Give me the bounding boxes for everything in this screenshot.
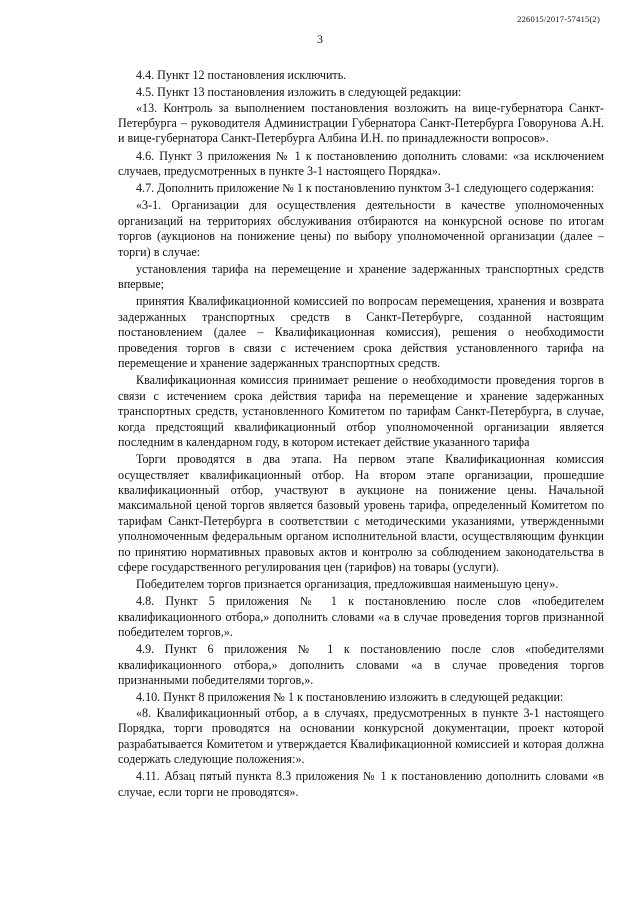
paragraph-4-7: 4.7. Дополнить приложение № 1 к постановлению пунктом 3-1 следующего содержания: — [136, 181, 595, 196]
paragraph-4-5: 4.5. Пункт 13 постановления изложить в следующей редакции: — [136, 85, 462, 100]
paragraph-winner: Победителем торгов признается организация, предложившая наименьшую цену». — [136, 577, 559, 592]
paragraph-4-11: 4.11. Абзац пятый пункта 8.3 приложения № 1 к постановлению дополнить словами «в случае, если торги не проводятся». — [118, 769, 604, 799]
paragraph-commission-decision: принятия Квалификационной комиссией по вопросам перемещения, хранения и возврата задержанных транспортных средств в Санкт-Петербурге, созданной настоящим постановлением (далее – Квалификационная комиссия), решения о необходимости проведения торгов в связи с истечением срока действия установленного тарифа на перемещение и хранение задержанных транспортных средств. — [118, 294, 604, 371]
document-body — [118, 68, 604, 802]
document-registration-number: 226015/2017-57415(2) — [517, 14, 600, 24]
page-number: 3 — [317, 32, 323, 46]
paragraph-4-4: 4.4. Пункт 12 постановления исключить. — [136, 68, 347, 82]
paragraph-tariff-first-time: установления тарифа на перемещение и хранение задержанных транспортных средств впервые; — [118, 261, 604, 292]
paragraph-3-1: «3-1. Организации для осуществления деятельности в качестве уполномоченных организаций на территориях обслуживания отбираются на конкурсной основе по итогам торгов (аукционов на понижение цены) по выбору уполномоченной организации (далее – торги) в случае: — [118, 198, 604, 259]
paragraph-commission-tariff-expiry: Квалификационная комиссия принимает решение о необходимости проведения торгов в связи с истечением срока действия тарифа на перемещение и хранение задержанных транспортных средств, установленного Комитетом по тарифам Санкт-Петербурга, в случае, когда предстоящий квалификационный отбор уполномоченной организации является последним в календарном году, в котором истекает действие указанного тарифа — [118, 373, 604, 449]
paragraph-4-8: 4.8. Пункт 5 приложения № 1 к постановлению после слов «победителем квалификационного отбора,» дополнить словами «а в случае проведения торгов признанной победителем торгов,». — [118, 594, 604, 640]
paragraph-4-10: 4.10. Пункт 8 приложения № 1 к постановлению изложить в следующей редакции: — [136, 690, 564, 705]
paragraph-8-text: «8. Квалификационный отбор, а в случаях, предусмотренных в пункте 3-1 настоящего Порядка, торги проводятся на основании конкурсной документации, проект которой разрабатывается Комитетом и утверждается Квалификационной комиссией и которая должна содержать следующие положения:». — [118, 705, 604, 767]
paragraph-4-9: 4.9. Пункт 6 приложения № 1 к постановлению после слов «победителями квалификационного отбора,» дополнить словами «а в случае проведения торгов признанными победителями торгов,». — [118, 642, 604, 688]
paragraph-two-stages: Торги проводятся в два этапа. На первом этапе Квалификационная комиссия осуществляет квалификационный отбор. На втором этапе организации, прошедшие квалификационный отбор, участвуют в аукционе на понижение цены. Начальной максимальной ценой торгов является базовый уровень тарифа, определенный Комитетом по тарифам Санкт-Петербурга в соответствии с методическими указаниями, утвержденными уполномоченным федеральным органом исполнительной власти, осуществляющим функции по принятию нормативных правовых актов и контролю за соблюдением законодательства в сфере государственного регулирования цен (тарифов) на товары (услуги). — [118, 452, 604, 574]
paragraph-13-text: «13. Контроль за выполнением постановления возложить на вице-губернатора Санкт-Петербурга – руководителя Администрации Губернатора Санкт-Петербурга Говорунова А.Н. и вице-губернатора Санкт-Петербурга Албина И.Н. по принадлежности вопросов». — [118, 100, 604, 146]
paragraph-4-6: 4.6. Пункт 3 приложения № 1 к постановлению дополнить словами: «за исключением случаев, предусмотренных в пункте 3-1 настоящего Порядка». — [118, 148, 604, 179]
